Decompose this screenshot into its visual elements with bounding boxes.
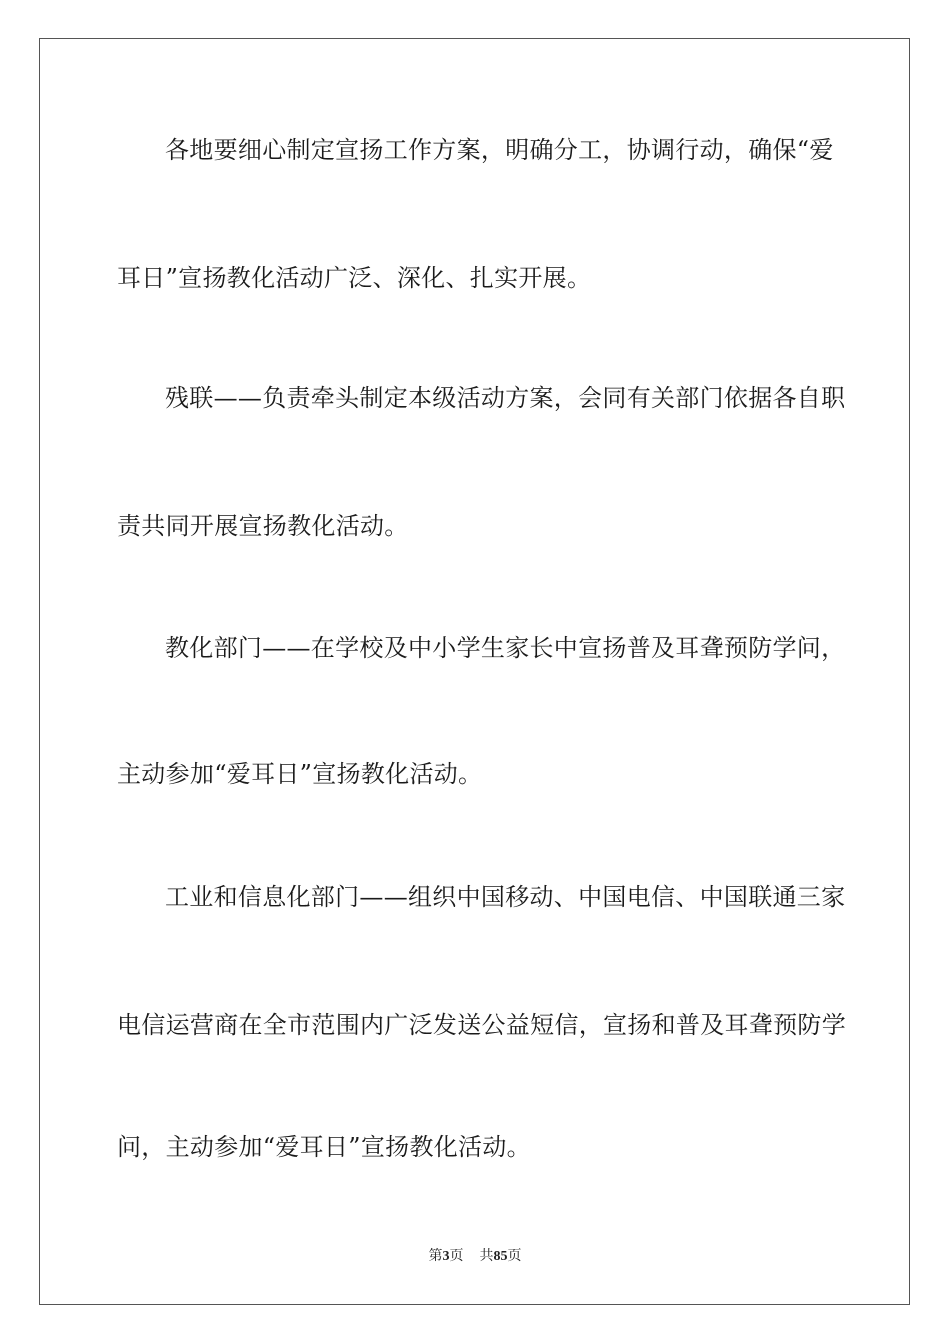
footer-page-prefix: 第: [428, 1248, 443, 1264]
footer-page-suffix: 页: [449, 1248, 464, 1264]
paragraph-2-line-1: 残联——负责牵头制定本级活动方案，会同有关部门依据各自职: [165, 384, 846, 412]
paragraph-4-line-1: 工业和信息化部门——组织中国移动、中国电信、中国联通三家: [165, 883, 846, 911]
paragraph-3-line-2: 主动参加“爱耳日”宣扬教化活动。: [117, 760, 483, 788]
paragraph-1-line-1: 各地要细心制定宣扬工作方案，明确分工，协调行动，确保“爱: [165, 136, 834, 164]
footer-total-prefix: 共: [479, 1248, 494, 1264]
paragraph-3-line-1: 教化部门——在学校及中小学生家长中宣扬普及耳聋预防学问，: [165, 634, 846, 662]
footer-current-page: 3: [442, 1249, 450, 1264]
page-footer: [0, 1247, 950, 1266]
paragraph-2-line-2: 责共同开展宣扬教化活动。: [117, 512, 409, 540]
footer-total-pages: 85: [493, 1249, 508, 1264]
paragraph-4-line-2: 电信运营商在全市范围内广泛发送公益短信，宣扬和普及耳聋预防学: [117, 1011, 846, 1039]
footer-total-suffix: 页: [507, 1248, 522, 1264]
paragraph-1-line-2: 耳日”宣扬教化活动广泛、深化、扎实开展。: [117, 264, 592, 292]
paragraph-4-line-3: 问，主动参加“爱耳日”宣扬教化活动。: [117, 1133, 531, 1161]
page-border: [39, 38, 910, 1305]
